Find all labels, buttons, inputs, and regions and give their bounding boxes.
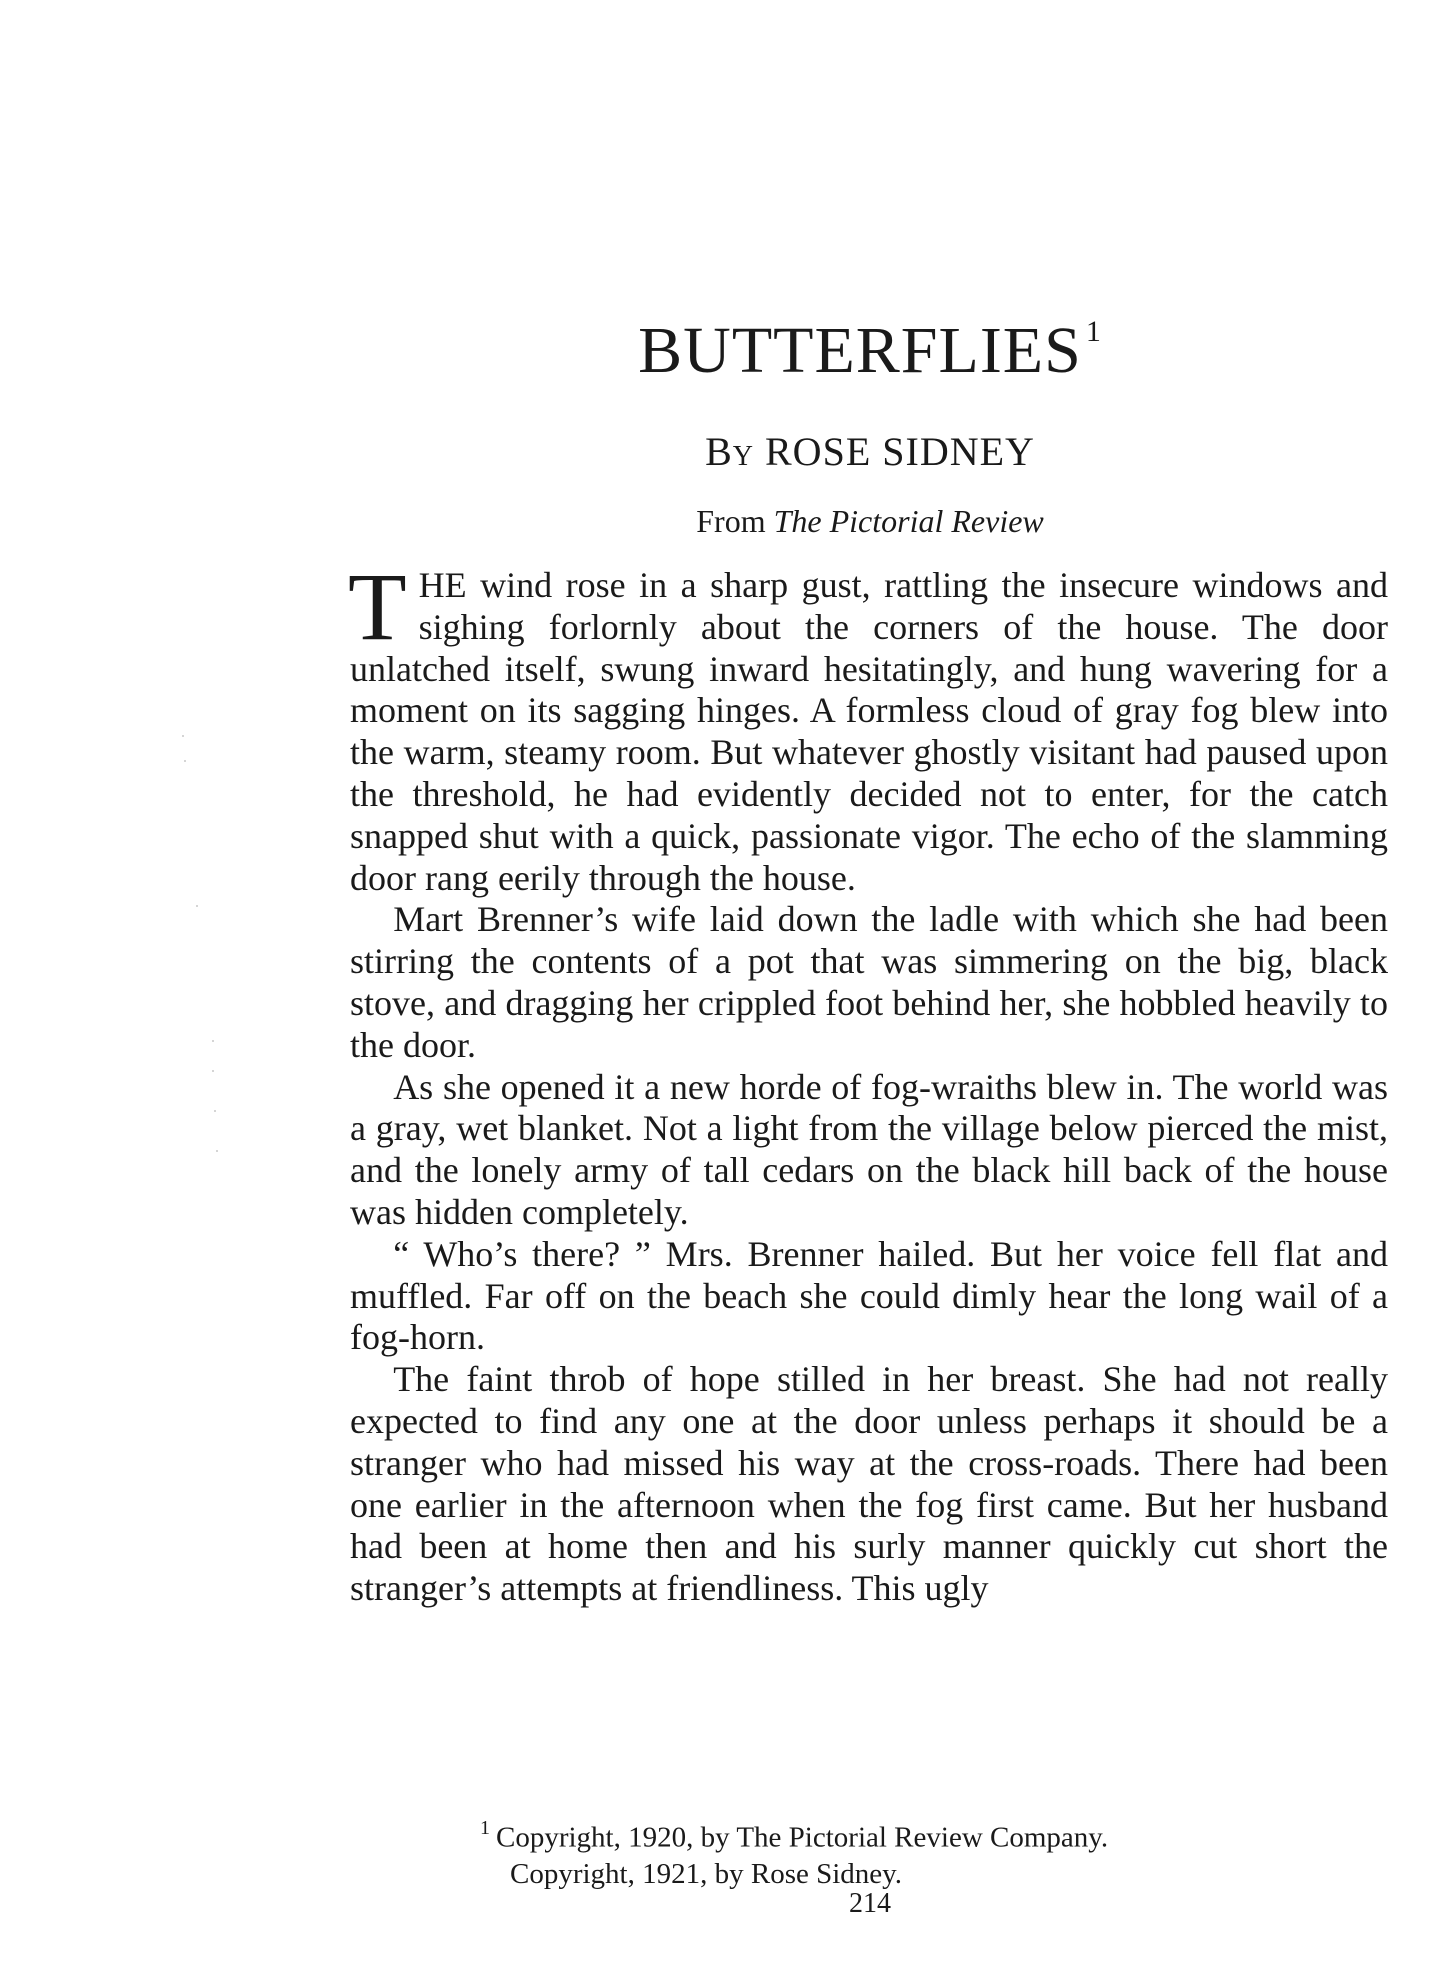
story-paragraph: The faint throb of hope stilled in her breast. She had not really expected to find any one at the door unless perhaps it should be a stranger who had missed his way at the cross-roads. There had been one earlier in the afternoon when the fog first came. But her husband had been at home then and his surly manner quickly cut short the stranger’s attempts at friendliness. This ugly [350, 1359, 1388, 1609]
story-paragraph: Mart Brenner’s wife laid down the ladle with which she had been stirring the contents of a pot that was simmering on the big, black stove, and dragging her crippled foot behind her, she hobbled heavily to the door. [350, 899, 1388, 1065]
page-number: 214 [849, 1888, 891, 1919]
footnote-line-2: Copyright, 1921, by Rose Sidney. [510, 1857, 903, 1890]
story-title [350, 314, 1390, 387]
scan-speck [184, 760, 186, 762]
scan-speck [182, 735, 184, 737]
paragraph-text: HE wind rose in a sharp gust, rattling the insecure windows and sighing forlornly about the corners of the house. The door unlatched itself, swung inward hesitatingly, and hung wavering for a moment on its sagging hinges. A formless cloud of gray fog blew into the warm, steamy room. But whatever ghostly visitant had paused upon the threshold, he had evidently decided not to enter, for the catch snapped shut with a quick, passionate vigor. The echo of the slamming door rang eerily through the house. [350, 565, 1388, 898]
story-paragraph: As she opened it a new horde of fog-wraiths blew in. The world was a gray, wet blanket. Not a light from the village below pierced the mist, and the lonely army of tall cedars on the black hill back of the house was hidden completely. [350, 1066, 1388, 1232]
author-byline [350, 429, 1390, 474]
scan-speck [196, 905, 198, 907]
story-paragraph: “ Who’s there? ” Mrs. Brenner hailed. But her voice fell flat and muffled. Far off on the beach she could dimly hear the long wail of a fog-horn. [350, 1233, 1388, 1358]
title-footnote-mark: 1 [1085, 315, 1102, 348]
footnote-mark: 1 [480, 1817, 490, 1839]
scan-speck [216, 1150, 218, 1152]
scan-speck [212, 1070, 214, 1072]
byline-prefix: By [705, 429, 754, 474]
author-name: ROSE SIDNEY [765, 429, 1035, 474]
story-paragraph [348, 553, 1388, 899]
source-line [350, 505, 1390, 537]
source-prefix: From [696, 503, 766, 539]
copyright-footnote [480, 1812, 1108, 1892]
story-body [348, 553, 1388, 1610]
footnote-line-1 [480, 1812, 1108, 1856]
footnote-text-1: Copyright, 1920, by The Pictorial Review Company. [496, 1821, 1109, 1854]
drop-cap: T [348, 553, 407, 660]
scan-speck [214, 1110, 216, 1112]
story-title-text: BUTTERFLIES [638, 314, 1082, 387]
publication-name: The Pictorial Review [773, 503, 1044, 539]
scan-speck [212, 1040, 214, 1042]
